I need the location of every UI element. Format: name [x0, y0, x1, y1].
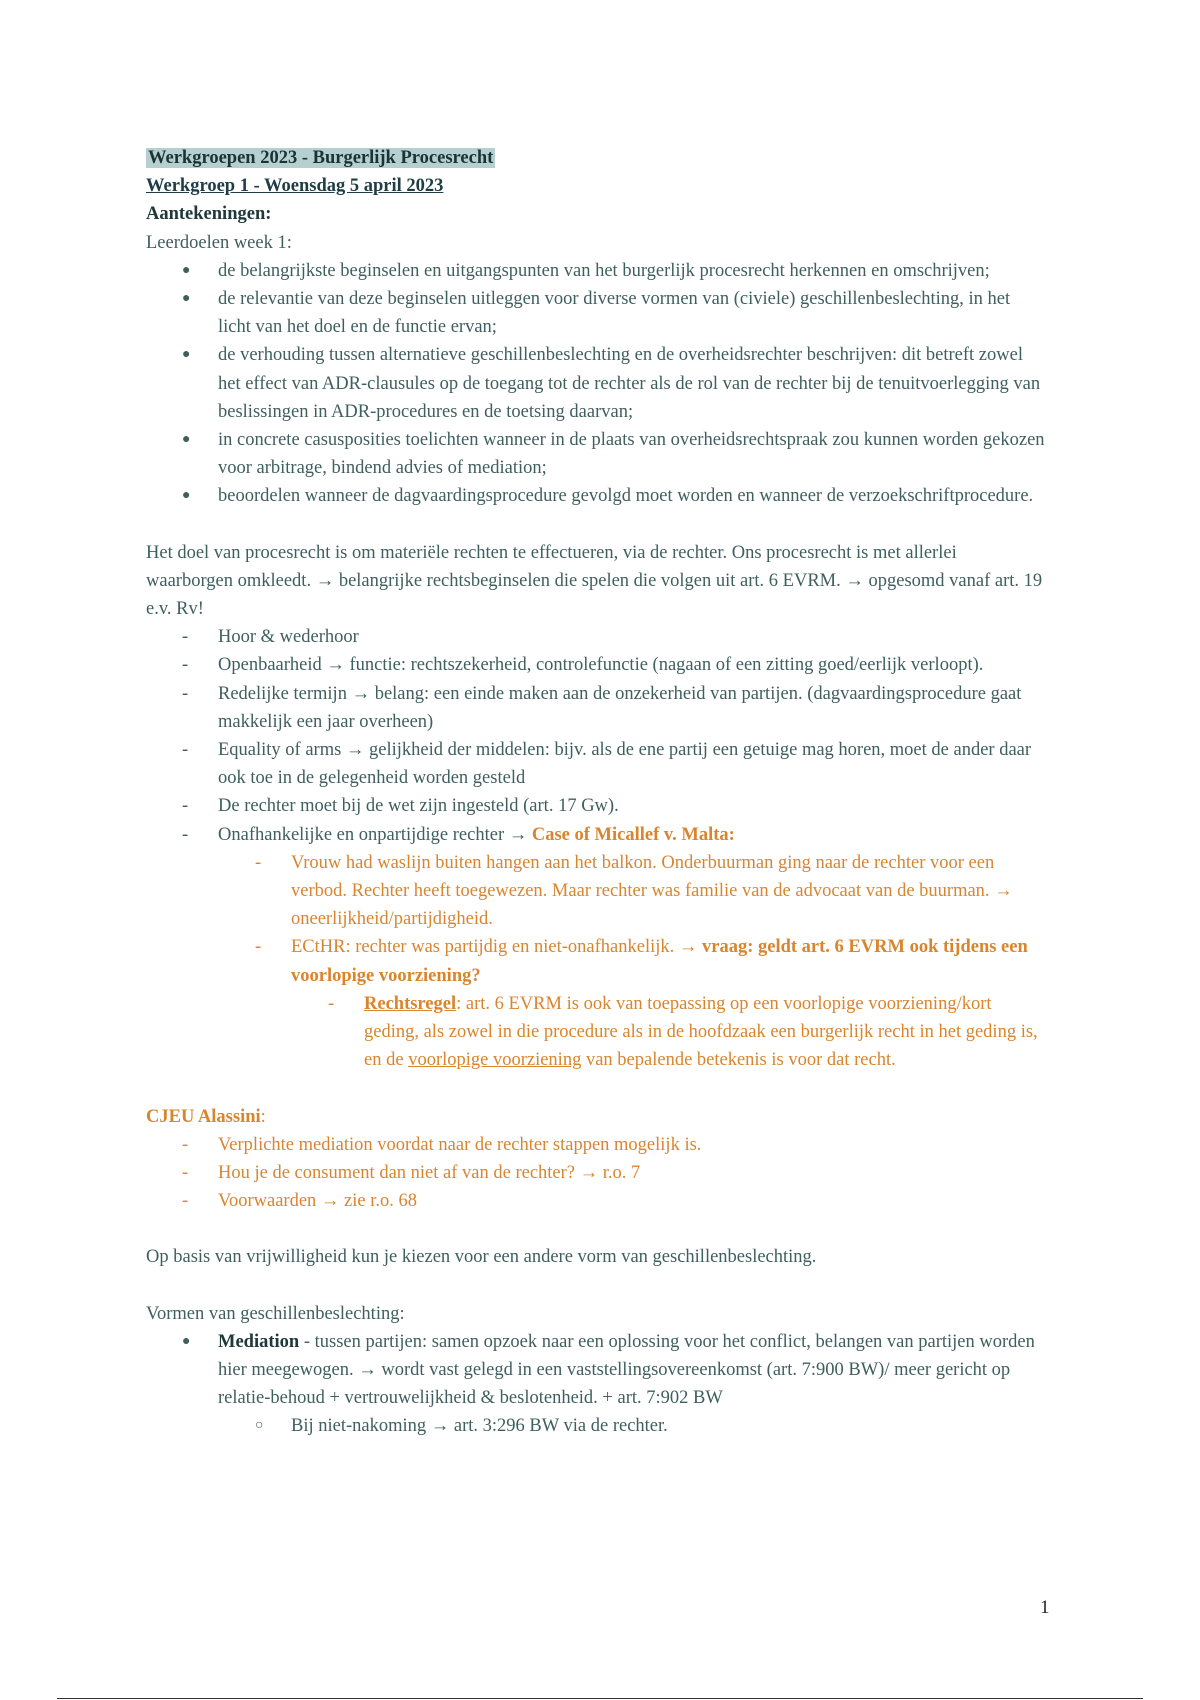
- goals-intro: Leerdoelen week 1:: [146, 232, 292, 253]
- list-item: [146, 1159, 1046, 1187]
- forms-heading: Vormen van geschillenbeslechting:: [146, 1303, 405, 1324]
- rule-text: : art. 6 EVRM is ook van toepassing op een voorlopige voorziening/kort geding, als zowel in die procedure als in de hoofdzaak een burgerlijk recht in het geding is, en de: [364, 993, 1038, 1071]
- spacer: [146, 1215, 1046, 1243]
- goal-text: in concrete casusposities toelichten wanneer in de plaats van overheidsrechtspraak zou kunnen worden gekozen voor arbitrage, bindend advies of mediation;: [218, 430, 1045, 479]
- list-item: [146, 623, 1046, 651]
- page-number: 1: [1040, 1597, 1050, 1618]
- document-content: [146, 144, 1046, 1441]
- principle-text: Equality of arms → gelijkheid der middelen: bijv. als de ene partij een getuige mag horen, moet de ander daar ook toe in de gelegenheid worden gesteld: [218, 740, 1032, 789]
- bullet-icon: ●: [182, 488, 191, 504]
- dash-icon: -: [182, 1162, 189, 1183]
- list-item: [146, 849, 1046, 934]
- intro-paragraph: Het doel van procesrecht is om materiële rechten te effectueren, via de rechter. Ons procesrecht is met allerlei waarborgen omkleedt. → belangrijke rechtsbeginselen die spelen die volgen uit art. 6 EVRM. → opgesomd vanaf art. 19 e.v. Rv!: [146, 542, 1043, 620]
- list-item: [146, 257, 1046, 285]
- bullet-icon: ●: [182, 1333, 191, 1349]
- alassini-text: Hou je de consument dan niet af van de rechter? → r.o. 7: [218, 1162, 641, 1183]
- principle-text: Hoor & wederhoor: [218, 627, 359, 648]
- principles-list: [146, 623, 1046, 1074]
- forms-list: [146, 1328, 1046, 1441]
- dash-icon: -: [182, 796, 189, 817]
- dash-icon: -: [328, 993, 335, 1014]
- dash-icon: -: [182, 1191, 189, 1212]
- dash-icon: -: [182, 655, 189, 676]
- list-item: [146, 1328, 1046, 1413]
- list-item: [146, 341, 1046, 426]
- list-item: [146, 482, 1046, 510]
- dash-icon: -: [255, 852, 262, 873]
- list-item: [146, 792, 1046, 820]
- mediation-subtext: Bij niet-nakoming → art. 3:296 BW via de rechter.: [291, 1416, 668, 1437]
- alassini-colon: :: [260, 1106, 266, 1127]
- dash-icon: -: [255, 937, 262, 958]
- rule-underlined: voorlopige voorziening: [408, 1050, 582, 1071]
- list-item: [146, 426, 1046, 482]
- footer-divider: [57, 1698, 1143, 1699]
- list-item: [146, 1187, 1046, 1215]
- rule-label: Rechtsregel: [364, 993, 457, 1014]
- notes-heading: Aantekeningen:: [146, 204, 272, 225]
- case-name: Case of Micallef v. Malta:: [531, 824, 735, 845]
- list-item: [146, 285, 1046, 341]
- rule-text-end: van bepalende betekenis is voor dat recht.: [581, 1050, 896, 1071]
- dash-icon: -: [182, 683, 189, 704]
- mediation-label: Mediation: [218, 1331, 300, 1352]
- case-facts: Vrouw had waslijn buiten hangen aan het balkon. Onderbuurman ging naar de rechter voor een verbod. Rechter heeft toegewezen. Maar rechter was familie van de advocaat van de buurman. → oneerlijkheid/partijdigheid.: [291, 852, 1013, 930]
- mediation-text: - tussen partijen: samen opzoek naar een oplossing voor het conflict, belangen van partijen worden hier meegewogen. → wordt vast gelegd in een vaststellingsovereenkomst (art. 7:900 BW)/ meer gericht op relatie-behoud + vertrouwelijkheid & beslotenheid. + art. 7:902 BW: [218, 1331, 1035, 1409]
- bullet-icon: ●: [182, 347, 191, 363]
- alassini-text: Verplichte mediation voordat naar de rechter stappen mogelijk is.: [218, 1134, 702, 1155]
- bullet-icon: ●: [182, 262, 191, 278]
- alassini-text: Voorwaarden → zie r.o. 68: [218, 1191, 417, 1212]
- dash-icon: -: [182, 740, 189, 761]
- bullet-icon: ●: [182, 291, 191, 307]
- goal-text: de belangrijkste beginselen en uitgangspunten van het burgerlijk procesrecht herkennen en omschrijven;: [218, 260, 990, 281]
- alassini-list: [146, 1131, 1046, 1216]
- list-item: [146, 933, 1046, 989]
- bullet-icon: ●: [182, 432, 191, 448]
- list-item: [146, 1131, 1046, 1159]
- goal-text: de relevantie van deze beginselen uitleggen voor diverse vormen van (civiele) geschillenbeslechting, in het licht van het doel en de functie ervan;: [218, 289, 1011, 338]
- dash-icon: -: [182, 627, 189, 648]
- list-item: [146, 736, 1046, 792]
- document-title: Werkgroepen 2023 - Burgerlijk Procesrecht: [148, 148, 494, 168]
- goal-text: de verhouding tussen alternatieve geschillenbeslechting en de overheidsrechter beschrijven: dit betreft zowel het effect van ADR-clausules op de toegang tot de rechter als de rol van de rechter bij de tenuitvoerlegging van beslissingen in ADR-procedures en de toetsing daarvan;: [218, 345, 1041, 422]
- circle-bullet-icon: ○: [255, 1418, 264, 1434]
- spacer: [146, 1272, 1046, 1300]
- case-question: vraag: geldt art. 6 EVRM ook tijdens een voorlopige voorziening?: [291, 937, 1028, 986]
- alassini-heading: CJEU Alassini: [146, 1106, 261, 1127]
- document-title-line: [146, 144, 1046, 172]
- principle-text: Onafhankelijke en onpartijdige rechter →: [218, 824, 532, 845]
- principle-text: Redelijke termijn → belang: een einde maken aan de onzekerheid van partijen. (dagvaardingsprocedure gaat makkelijk een jaar overheen): [218, 683, 1022, 732]
- alassini-heading-line: [146, 1103, 1046, 1131]
- spacer: [146, 1075, 1046, 1103]
- dash-icon: -: [182, 1134, 189, 1155]
- goals-list: [146, 257, 1046, 511]
- goal-text: beoordelen wanneer de dagvaardingsprocedure gevolgd moet worden en wanneer de verzoekschriftprocedure.: [218, 486, 1034, 507]
- spacer: [146, 511, 1046, 539]
- voluntary-paragraph: Op basis van vrijwilligheid kun je kiezen voor een andere vorm van geschillenbeslechting.: [146, 1247, 817, 1268]
- principle-text: Openbaarheid → functie: rechtszekerheid, controlefunctie (nagaan of een zitting goed/eerlijk verloopt).: [218, 655, 984, 676]
- list-item: [146, 651, 1046, 679]
- principle-text: De rechter moet bij de wet zijn ingesteld (art. 17 Gw).: [218, 796, 619, 817]
- list-item: [146, 680, 1046, 736]
- list-item: [146, 821, 1046, 849]
- list-item: [146, 1412, 1046, 1440]
- document-subtitle: Werkgroep 1 - Woensdag 5 april 2023: [146, 176, 444, 197]
- dash-icon: -: [182, 824, 189, 845]
- list-item: [146, 990, 1046, 1075]
- case-ruling: ECtHR: rechter was partijdig en niet-onafhankelijk. →: [291, 937, 702, 958]
